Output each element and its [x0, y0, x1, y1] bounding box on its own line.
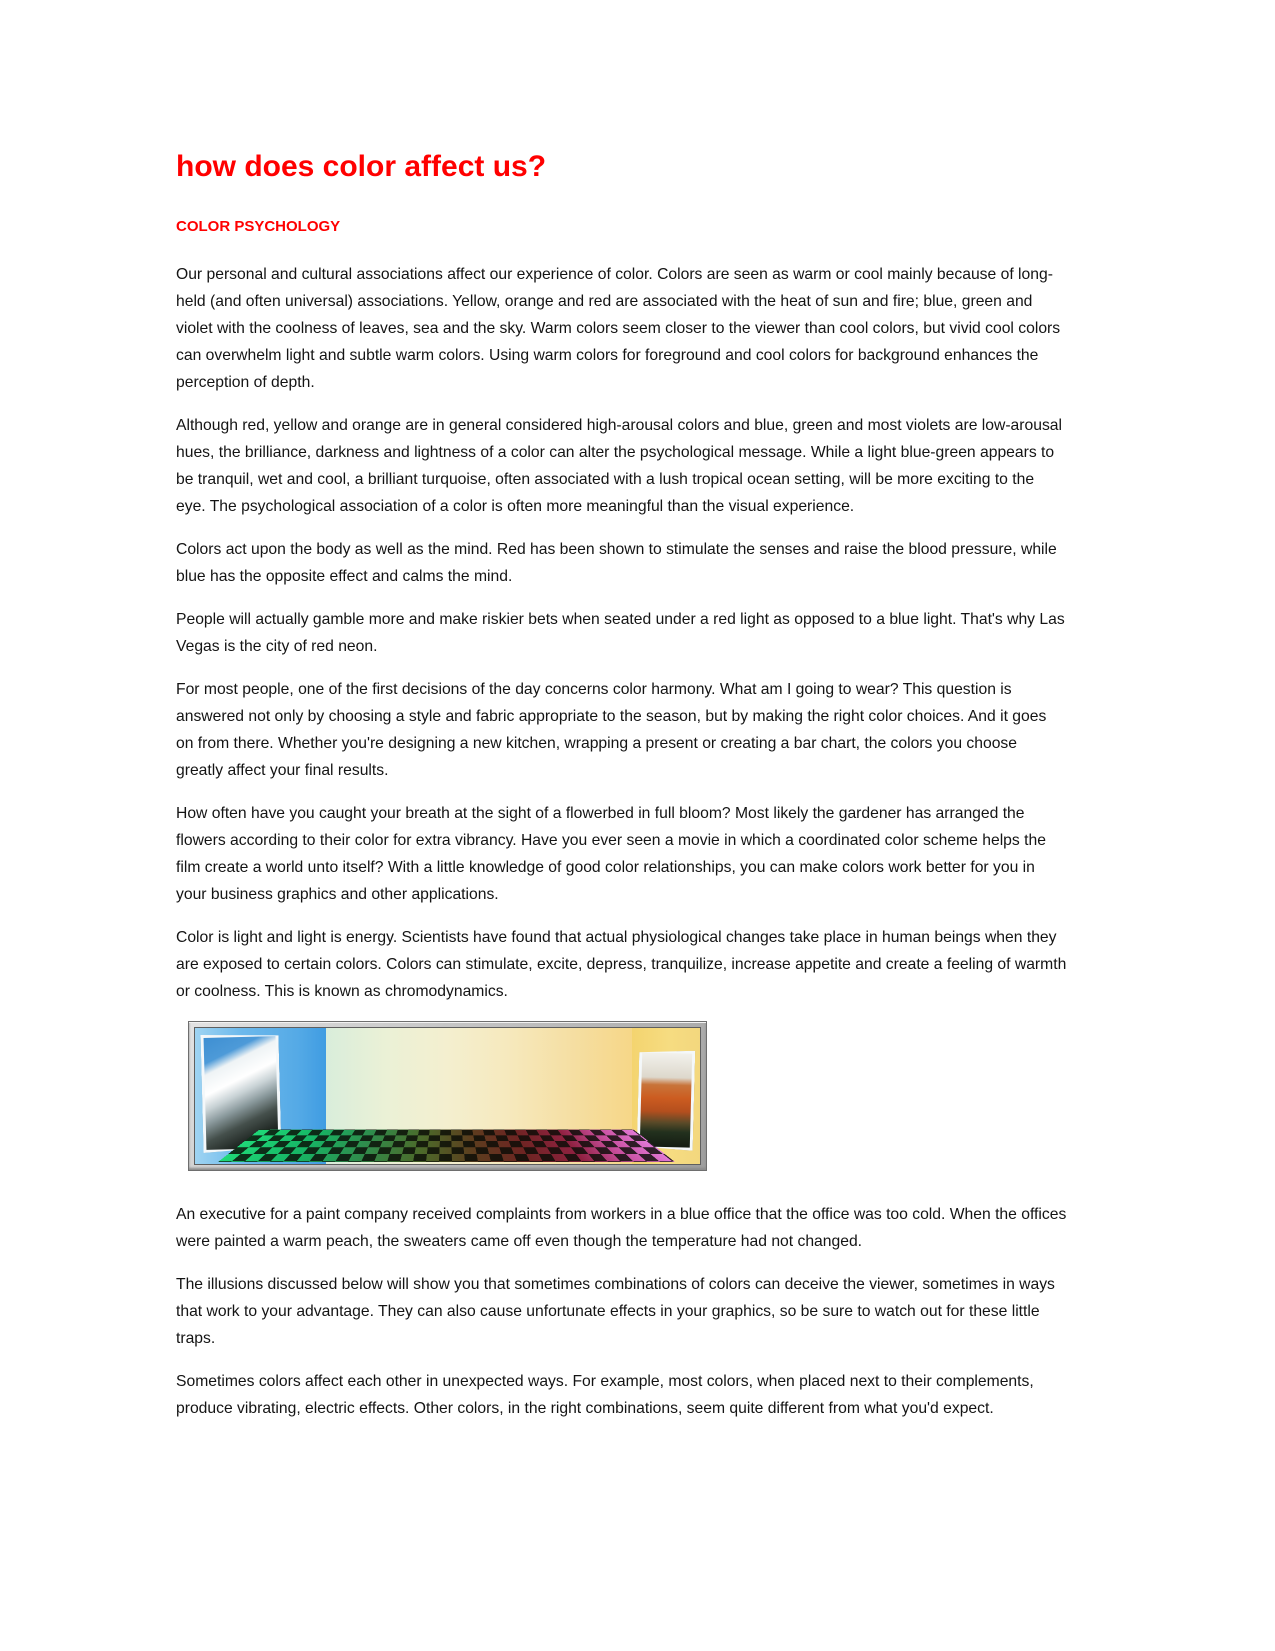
room-illustration: [194, 1027, 701, 1165]
body-paragraph: Sometimes colors affect each other in unexpected ways. For example, most colors, when placed next to their complements, produce vibrating, electric effects. Other colors, in the right combinations, seem quite different from what you'd expect.: [176, 1373, 1034, 1417]
body-paragraph: Color is light and light is energy. Scientists have found that actual physiological changes take place in human beings when they are exposed to certain colors. Colors can stimulate, excite, depress, tranquilize, increase appetite and create a feeling of warmth or coolness. This is known as chromodynamics.: [176, 929, 1067, 1000]
page-title: how does color affect us?: [176, 150, 547, 183]
checkered-floor: [218, 1129, 675, 1162]
body-paragraph: The illusions discussed below will show you that sometimes combinations of colors can deceive the viewer, sometimes in ways that work to your advantage. They can also cause unfortunate effects in your graphics, so be sure to watch out for these little traps.: [176, 1276, 1055, 1347]
body-paragraph: Although red, yellow and orange are in general considered high-arousal colors and blue, green and most violets are low-arousal hues, the brilliance, darkness and lightness of a color can alter the psychological message. While a light blue-green appears to be tranquil, wet and cool, a brilliant turquoise, often associated with a lush tropical ocean setting, will be more exciting to the eye. The psychological association of a color is often more meaningful than the visual experience.: [176, 417, 1063, 515]
desert-mountain-photo: [637, 1049, 696, 1150]
section-heading: COLOR PSYCHOLOGY: [176, 218, 341, 235]
body-paragraph: An executive for a paint company received complaints from workers in a blue office that the office was too cold. When the offices were painted a warm peach, the sweaters came off even though the temperature had not changed.: [176, 1206, 1067, 1250]
body-paragraph: Colors act upon the body as well as the mind. Red has been shown to stimulate the senses and raise the blood pressure, while blue has the opposite effect and calms the mind.: [176, 541, 1057, 585]
body-paragraph: People will actually gamble more and make riskier bets when seated under a red light as opposed to a blue light. That's why Las Vegas is the city of red neon.: [176, 611, 1065, 655]
desert-mountain-image: [640, 1052, 692, 1147]
body-paragraph: For most people, one of the first decisions of the day concerns color harmony. What am I going to wear? This question is answered not only by choosing a style and fabric appropriate to the season, but by making the right color choices. And it goes on from there. Whether you're designing a new kitchen, wrapping a present or creating a bar chart, the colors you choose greatly affect your final results.: [176, 681, 1047, 779]
body-paragraph: How often have you caught your breath at the sight of a flowerbed in full bloom? Most likely the gardener has arranged the flowers according to their color for extra vibrancy. Have you ever seen a movie in which a coordinated color scheme helps the film create a world unto itself? With a little knowledge of good color relationships, you can make colors work better for you in your business graphics and other applications.: [176, 805, 1046, 903]
intro-paragraphs: [176, 261, 1099, 1005]
closing-paragraphs: [176, 1201, 1099, 1422]
body-paragraph: Our personal and cultural associations affect our experience of color. Colors are seen as warm or cool mainly because of long-held (and often universal) associations. Yellow, orange and red are associated with the heat of sun and fire; blue, green and violet with the coolness of leaves, sea and the sky. Warm colors seem closer to the viewer than cool colors, but vivid cool colors can overwhelm light and subtle warm colors. Using warm colors for foreground and cool colors for background enhances the perception of depth.: [176, 266, 1061, 391]
chromodynamics-room-figure: [188, 1021, 707, 1171]
